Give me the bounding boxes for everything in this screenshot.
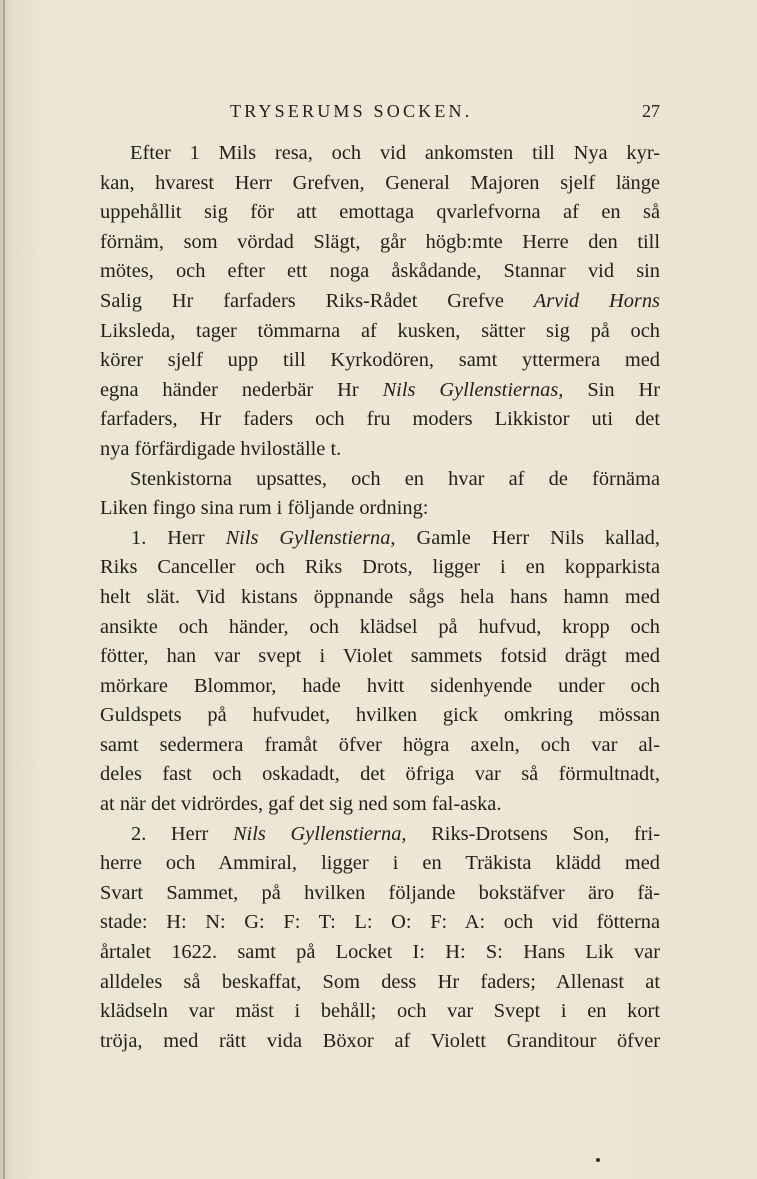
text-line: Liksleda, tager tömmarna af kusken, sätter sig på och (100, 319, 660, 342)
text-line: helt slät. Vid kistans öppnande sågs hela hans hamn med (100, 585, 660, 608)
text-line: mörkare Blommor, hade hvitt sidenhyende under och (100, 674, 660, 697)
text-line: egna händer nederbär Hr Nils Gyllenstiernas, Sin Hr (100, 378, 660, 401)
italic-name: Nils Gyllenstiernas, (382, 378, 564, 401)
text-line: deles fast och oskadadt, det öfriga var så förmultnadt, (100, 763, 660, 786)
text-line: nya förfärdigade hviloställe t. (100, 437, 342, 460)
text-line: fötter, han var svept i Violet sammets fotsid drägt med (100, 645, 660, 668)
text-line: Liken fingo sina rum i följande ordning: (100, 497, 429, 520)
page-number: 27 (642, 101, 660, 121)
text-line: herre och Ammiral, ligger i en Träkista klädd med (100, 852, 660, 875)
running-head: TRYSERUMS SOCKEN. (230, 101, 473, 121)
text-line: kan, hvarest Herr Grefven, General Majoren sjelf länge (100, 171, 660, 194)
text-line: Guldspets på hufvudet, hvilken gick omkring mössan (100, 704, 660, 727)
text-line: at när det vidrördes, gaf det sig ned som fal-aska. (100, 793, 502, 816)
text-line: Riks Canceller och Riks Drots, ligger i en kopparkista (100, 556, 660, 579)
text-line: 2. Herr Nils Gyllenstierna, Riks-Drotsens Son, fri- (131, 822, 661, 845)
text-line: klädseln var mäst i behåll; och var Svept i en kort (100, 1000, 660, 1023)
text-line: tröja, med rätt vida Böxor af Violett Granditour öfver (100, 1029, 660, 1052)
text-line: stade: H: N: G: F: T: L: O: F: A: och vid fötterna (100, 911, 660, 934)
italic-name: Nils Gyllenstierna, (232, 822, 407, 845)
italic-name: Arvid Horns (533, 289, 660, 312)
text-line: alldeles så beskaffat, Som dess Hr faders; Allenast at (100, 970, 660, 993)
text-line: Salig Hr farfaders Riks-Rådet Grefve Arvid Horns (100, 289, 660, 312)
text-line: förnäm, som vördad Slägt, går högb:mte Herre den till (100, 230, 660, 253)
text-line: Efter 1 Mils resa, och vid ankomsten till Nya kyr- (130, 142, 660, 164)
text-line: årtalet 1622. samt på Locket I: H: S: Hans Lik var (100, 941, 660, 964)
text-line: uppehållit sig för att emottaga qvarlefvorna af en så (100, 201, 660, 224)
text-line: ansikte och händer, och klädsel på hufvud, kropp och (100, 615, 660, 638)
ink-speck (596, 1158, 600, 1162)
binding-gutter (3, 0, 5, 1179)
body-text (100, 139, 660, 1056)
text-line: Stenkistorna upsattes, och en hvar af de förnäma (130, 467, 660, 490)
text-line: 1. Herr Nils Gyllenstierna, Gamle Herr Nils kallad, (131, 526, 660, 549)
text-line: mötes, och efter ett noga åskådande, Stannar vid sin (100, 260, 660, 283)
text-line: farfaders, Hr faders och fru moders Likkistor uti det (100, 408, 660, 431)
text-line: Svart Sammet, på hvilken följande bokstäfver äro fä- (100, 881, 660, 904)
page-header (100, 101, 660, 125)
text-line: samt sedermera framåt öfver högra axeln, och var al- (100, 733, 660, 756)
text-line: körer sjelf upp till Kyrkodören, samt yttermera med (100, 349, 660, 372)
italic-name: Nils Gyllenstierna, (225, 526, 396, 549)
